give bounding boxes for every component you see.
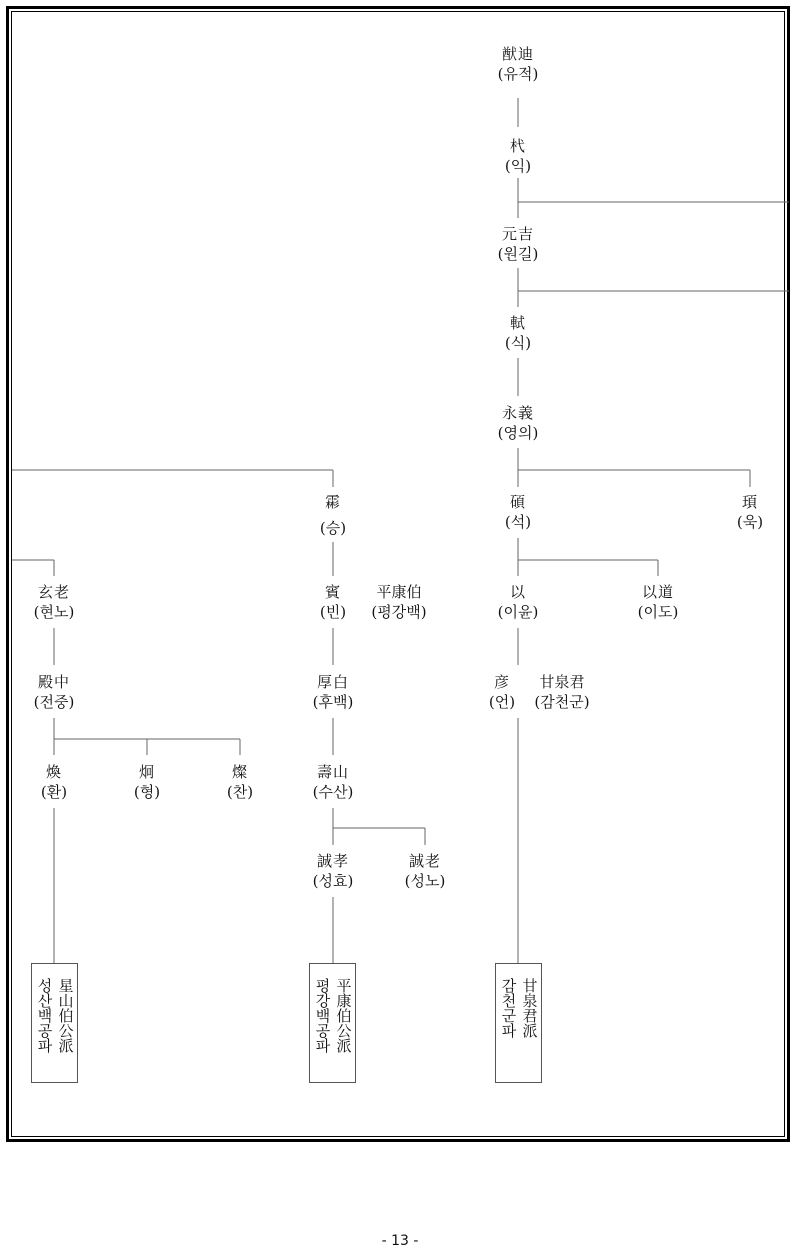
name-korean: (식) bbox=[504, 334, 532, 352]
name-hanja: 燦 bbox=[231, 763, 249, 781]
name-korean: (후백) bbox=[312, 693, 354, 711]
person-ik bbox=[505, 136, 531, 176]
person-hwan bbox=[41, 762, 67, 802]
branch-korean: 성산백공파 bbox=[35, 978, 54, 1053]
name-hanja: 霦 bbox=[324, 493, 342, 511]
name-hanja: 誠孝 bbox=[316, 852, 349, 870]
branch-box-pyeonggang bbox=[309, 963, 356, 1083]
name-hanja: 碩 bbox=[509, 493, 527, 511]
name-korean: (원길) bbox=[497, 245, 539, 263]
branch-korean: 평강백공파 bbox=[313, 978, 332, 1053]
branch-hanja: 星山伯公派 bbox=[56, 978, 75, 1053]
name-hanja: 永義 bbox=[501, 404, 534, 422]
name-korean: (수산) bbox=[312, 783, 354, 801]
name-korean: (석) bbox=[504, 513, 532, 531]
name-korean: (찬) bbox=[226, 783, 254, 801]
name-korean: (욱) bbox=[736, 513, 764, 531]
name-hanja: 元吉 bbox=[501, 225, 534, 243]
branch-box-gamcheon bbox=[495, 963, 542, 1083]
person-bin bbox=[320, 582, 346, 622]
name-hanja: 炯 bbox=[138, 763, 156, 781]
name-hanja: 玄老 bbox=[37, 583, 70, 601]
title-gamcheongun bbox=[527, 672, 597, 712]
name-korean: (영의) bbox=[497, 424, 539, 442]
branch-korean: 감천군파 bbox=[499, 978, 518, 1038]
person-wongil bbox=[498, 224, 539, 264]
name-hanja: 以 bbox=[509, 583, 526, 601]
person-yeongui bbox=[498, 403, 539, 443]
name-korean: (승) bbox=[319, 519, 347, 537]
title-hanja: 甘泉君 bbox=[539, 673, 585, 691]
name-korean: (빈) bbox=[319, 603, 347, 621]
name-korean: (유적) bbox=[497, 65, 539, 83]
name-hanja: 賓 bbox=[324, 583, 342, 601]
name-korean: (익) bbox=[504, 157, 532, 175]
name-korean: (성노) bbox=[404, 872, 446, 890]
name-hanja: 殿中 bbox=[37, 673, 70, 691]
person-iyun bbox=[498, 582, 539, 622]
person-seonghyo bbox=[313, 851, 354, 891]
name-hanja: 壽山 bbox=[316, 763, 349, 781]
page-number: - 13 - bbox=[381, 1233, 419, 1249]
name-korean: (언) bbox=[488, 693, 516, 711]
name-hanja: 猷迪 bbox=[501, 45, 534, 63]
name-korean: (이도) bbox=[637, 603, 679, 621]
person-ido bbox=[638, 582, 679, 622]
person-chan bbox=[227, 762, 253, 802]
title-korean: (평강백) bbox=[371, 603, 427, 621]
person-seongno bbox=[405, 851, 446, 891]
name-hanja: 以道 bbox=[641, 583, 674, 601]
branch-hanja: 平康伯公派 bbox=[334, 978, 353, 1053]
person-eon bbox=[489, 672, 515, 712]
person-hyeong bbox=[134, 762, 160, 802]
person-yujeok bbox=[498, 44, 539, 84]
person-susan bbox=[313, 762, 354, 802]
name-korean: (환) bbox=[40, 783, 68, 801]
name-hanja: 煥 bbox=[45, 763, 63, 781]
name-korean: (전중) bbox=[33, 693, 75, 711]
name-hanja: 軾 bbox=[509, 314, 527, 332]
person-hyeonno bbox=[34, 582, 75, 622]
title-pyeonggangbaek bbox=[364, 582, 434, 622]
title-hanja: 平康伯 bbox=[376, 583, 422, 601]
person-jeonjung bbox=[34, 672, 75, 712]
title-korean: (감천군) bbox=[534, 693, 590, 711]
person-sik bbox=[505, 313, 531, 353]
name-hanja: 厚白 bbox=[316, 673, 349, 691]
branch-box-seongsan bbox=[31, 963, 78, 1083]
person-seok bbox=[505, 492, 531, 532]
name-korean: (현노) bbox=[33, 603, 75, 621]
person-seung bbox=[320, 492, 346, 538]
name-hanja: 杙 bbox=[509, 137, 527, 155]
name-hanja: 頊 bbox=[741, 493, 759, 511]
branch-hanja: 甘泉君派 bbox=[520, 978, 539, 1038]
name-hanja: 誠老 bbox=[408, 852, 441, 870]
name-korean: (형) bbox=[133, 783, 161, 801]
name-korean: (이윤) bbox=[497, 603, 539, 621]
name-hanja: 彦 bbox=[493, 673, 511, 691]
person-uk bbox=[737, 492, 763, 532]
person-hubaek bbox=[313, 672, 354, 712]
name-korean: (성효) bbox=[312, 872, 354, 890]
